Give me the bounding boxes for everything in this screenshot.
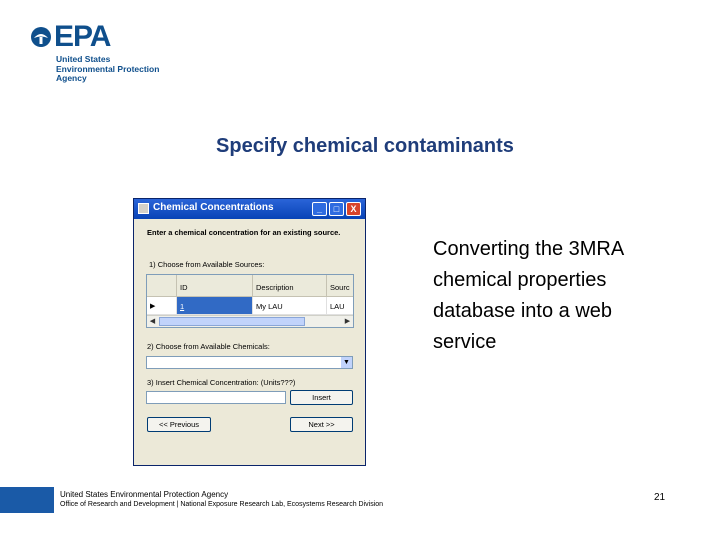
epa-subtitle-line: Agency <box>56 73 87 83</box>
close-button[interactable]: X <box>346 202 361 216</box>
footer-agency: United States Environmental Protection Agency <box>60 490 229 499</box>
epa-flower-icon <box>30 26 52 48</box>
previous-button[interactable]: << Previous <box>147 417 211 432</box>
scrollbar-thumb[interactable] <box>159 317 305 326</box>
bullet-text: Converting the 3MRA chemical properties database into a web service <box>433 238 624 353</box>
dialog-title: Chemical Concentrations <box>153 202 274 213</box>
minimize-button[interactable]: _ <box>312 202 327 216</box>
chevron-down-icon[interactable]: ▼ <box>341 357 352 368</box>
step3-label: 3) Insert Chemical Concentration: (Units???) <box>147 378 296 387</box>
footer-bar <box>0 487 54 513</box>
insert-button[interactable]: Insert <box>290 390 353 405</box>
grid-cell-source[interactable]: LAU <box>327 297 354 315</box>
footer-division: Office of Research and Development | National Exposure Research Lab, Ecosystems Research Division <box>60 501 384 508</box>
epa-logo <box>30 22 170 82</box>
concentration-input[interactable] <box>146 391 286 404</box>
grid-cell-id[interactable]: 1 <box>177 297 253 315</box>
chemicals-dropdown[interactable] <box>146 356 353 369</box>
step1-label: 1) Choose from Available Sources: <box>149 260 265 269</box>
row-selector-icon[interactable]: ▶ <box>147 297 177 315</box>
horizontal-scrollbar[interactable] <box>147 315 353 328</box>
maximize-button[interactable]: □ <box>329 202 344 216</box>
epa-subtitle <box>56 55 159 84</box>
window-icon <box>138 203 149 214</box>
row-header-corner <box>147 275 177 297</box>
column-header-id[interactable]: ID <box>177 275 253 297</box>
dialog-titlebar[interactable] <box>134 199 365 219</box>
dialog-instruction: Enter a chemical concentration for an existing source. <box>147 228 341 237</box>
page-number: 21 <box>654 492 666 503</box>
grid-cell-description[interactable]: My LAU <box>253 297 327 315</box>
epa-subtitle-line: Environmental Protection <box>56 63 160 74</box>
scroll-right-icon[interactable]: ▶ <box>344 318 351 325</box>
next-button[interactable]: Next >> <box>290 417 353 432</box>
epa-wordmark: EPA <box>54 20 111 53</box>
scroll-left-icon[interactable]: ◀ <box>149 318 156 325</box>
column-header-source[interactable]: Sourc <box>327 275 354 297</box>
step2-label: 2) Choose from Available Chemicals: <box>147 342 270 351</box>
column-header-description[interactable]: Description <box>253 275 327 297</box>
slide-title: Specify chemical contaminants <box>216 135 514 157</box>
epa-subtitle-line: United States <box>56 54 111 64</box>
sources-grid[interactable] <box>146 274 354 328</box>
